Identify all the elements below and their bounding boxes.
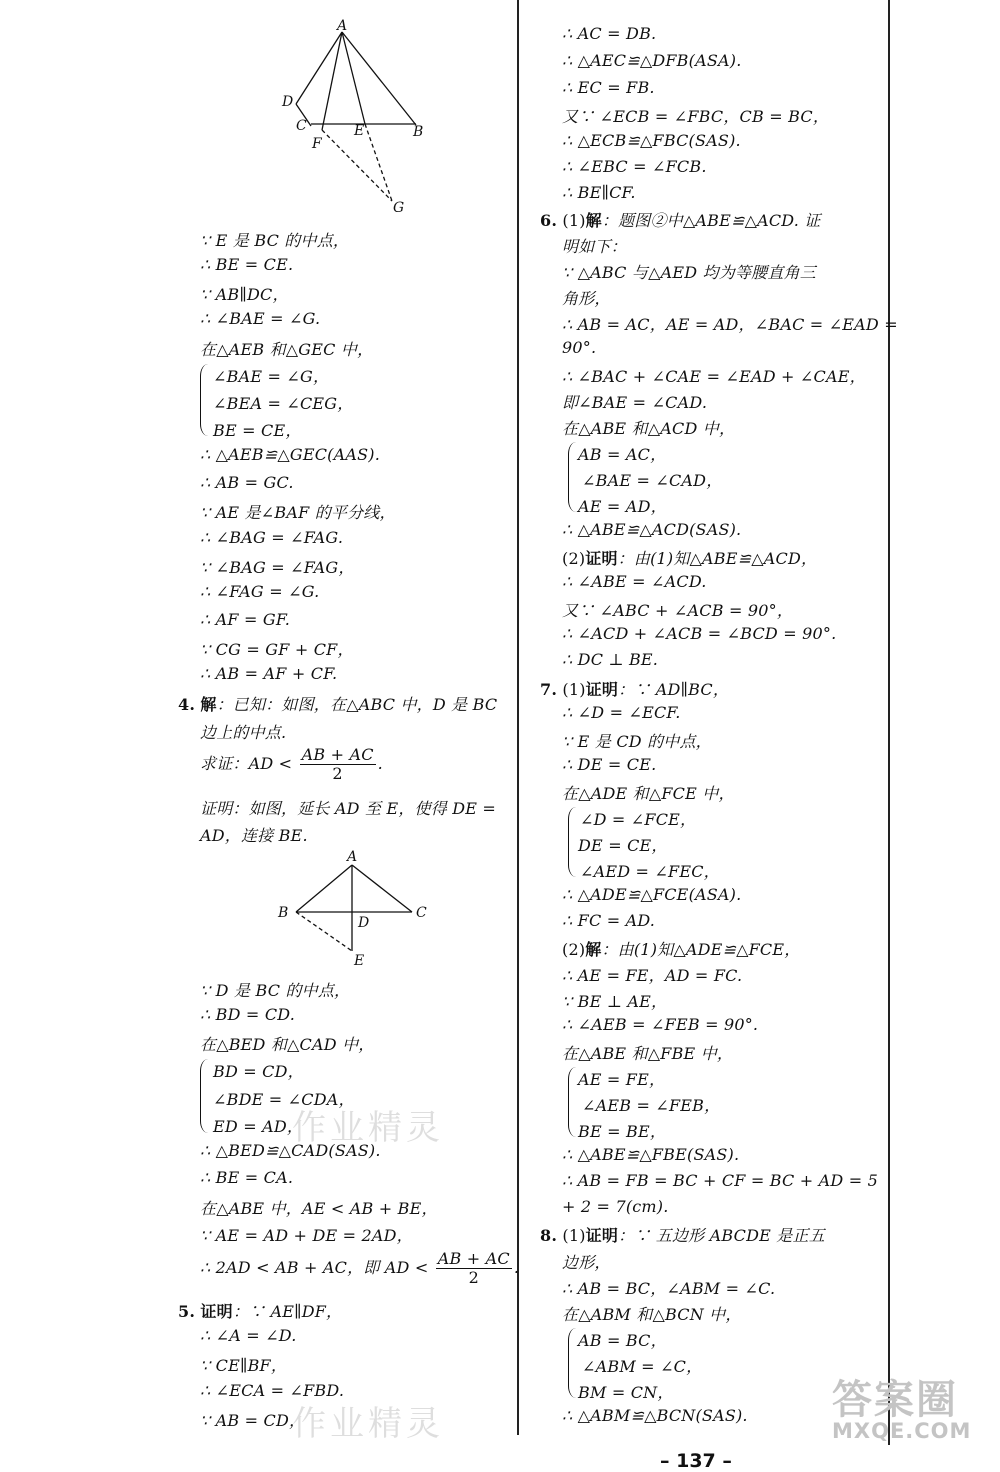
proof-line: ∴ ∠FAG = ∠G. <box>200 582 320 601</box>
fig1-label-F: F <box>312 136 322 152</box>
problem-4-proof-line-1: 证明：如图，延长 AD 至 E，使得 DE = <box>200 799 497 818</box>
brace1-line-2: ∠BEA = ∠CEG， <box>213 394 354 413</box>
brace3-line-1: AB = AC， <box>578 445 667 464</box>
proof-line: ∴ ∠ACD + ∠ACB = ∠BCD = 90°. <box>562 624 837 643</box>
proof-line: ∴ FC = AD. <box>562 911 656 930</box>
brace5-line-1: AE = FE， <box>578 1070 666 1089</box>
proof-line: ∵ E 是 BC 的中点， <box>200 231 350 250</box>
proof-line: ∴ AE = FE，AD = FC. <box>562 966 743 985</box>
problem-4-line-1: 4. 解：已知：如图，在△ABC 中，D 是 BC <box>178 695 498 714</box>
fig1-label-C: C <box>296 118 307 134</box>
proof-line: ∴ BD = CD. <box>200 1005 296 1024</box>
fig2-label-A: A <box>347 849 358 865</box>
problem-8-line-1: 8. (1)证明：∵ 五边形 ABCDE 是正五 <box>540 1226 825 1245</box>
proof-line: ∵ CE∥BF， <box>200 1356 288 1375</box>
fig2-label-E: E <box>354 953 365 969</box>
fig1-label-A: A <box>337 18 348 34</box>
corner-watermark-url: MXQE.COM <box>832 1419 972 1443</box>
fig2-label-D: D <box>358 915 370 931</box>
brace1-line-1: ∠BAE = ∠G， <box>213 367 330 386</box>
problem-7-line-1: 7. (1)证明：∵ AD∥BC， <box>540 680 730 699</box>
proof-line: 在△ABM 和△BCN 中， <box>562 1305 742 1324</box>
proof-line: ∴ AB = GC. <box>200 473 294 492</box>
proof-line: ∴ △BED≌△CAD(SAS). <box>200 1141 381 1160</box>
brace2-line-2: ∠BDE = ∠CDA， <box>213 1090 355 1109</box>
problem-4-number: 4. <box>178 695 196 714</box>
corner-watermark-logo: 答案圈 <box>832 1377 958 1423</box>
problem-6-label: 解 <box>585 211 602 230</box>
proof-line: ∴ BE∥CF. <box>562 183 636 202</box>
proof-line: ∴ AF = GF. <box>200 610 290 629</box>
proof-line: ∴ △AEB≌△GEC(AAS). <box>200 445 381 464</box>
proof-line: 在△AEB 和△GEC 中， <box>200 340 374 359</box>
problem-6-line-5: ∴ AB = AC，AE = AD，∠BAC = ∠EAD = <box>562 315 898 334</box>
proof-line: 又∵ ∠ABC + ∠ACB = 90°， <box>562 601 794 620</box>
brace5-line-3: BE = BE， <box>578 1122 667 1141</box>
figure-2-diagram <box>270 845 440 970</box>
proof-line: ∴ DC ⊥ BE. <box>562 650 659 669</box>
brace2-line-1: BD = CD， <box>213 1062 304 1081</box>
proof-line: ∵ AE = AD + DE = 2AD， <box>200 1226 413 1245</box>
proof-line: ∴ △ABM≌△BCN(SAS). <box>562 1406 748 1425</box>
proof-line: ∴ ∠ECA = ∠FBD. <box>200 1381 345 1400</box>
problem-6-line-7: ∴ ∠BAC + ∠CAE = ∠EAD + ∠CAE， <box>562 367 866 386</box>
problem-6-part-2-label: 证明 <box>585 549 618 568</box>
brace4-line-3: ∠AED = ∠FEC， <box>580 862 720 881</box>
proof-line: ∵ AE 是∠BAF 的平分线， <box>200 503 396 522</box>
figure-1-diagram <box>270 18 450 218</box>
brace6-line-2: ∠ABM = ∠C， <box>582 1357 703 1376</box>
proof-line: ∴ DE = CE. <box>562 755 657 774</box>
problem-5-number: 5. <box>178 1302 196 1321</box>
problem-6-line-1: 6. (1)解：题图②中△ABE≌△ACD. 证 <box>540 211 821 230</box>
brace6-line-3: BM = CN， <box>578 1383 674 1402</box>
problem-8-label: 证明 <box>585 1226 619 1245</box>
column-divider <box>517 0 519 1435</box>
problem-6-line-8: 即∠BAE = ∠CAD. <box>562 393 708 412</box>
proof-line: ∴ △AEC≌△DFB(ASA). <box>562 51 742 70</box>
corner-watermark <box>832 1368 971 1443</box>
proof-line: 在△ADE 和△FCE 中， <box>562 784 735 803</box>
proof-line: ∵ ∠BAG = ∠FAG， <box>200 558 355 577</box>
brace4-line-1: ∠D = ∠FCE， <box>580 810 697 829</box>
brace1-line-3: BE = CE， <box>213 421 302 440</box>
proof-line: ∴ BE = CA. <box>200 1168 294 1187</box>
problem-7-label: 证明 <box>585 680 619 699</box>
page-number: – 137 – <box>660 1450 732 1472</box>
proof-line: ∴ ∠BAE = ∠G. <box>200 309 321 328</box>
problem-6-line-4: 角形， <box>562 289 611 308</box>
problem-6-number: 6. <box>540 211 558 230</box>
problem-6-line-3: ∵ △ABC 与△AED 均为等腰直角三 <box>562 263 816 282</box>
problem-8-line-2: 边形， <box>562 1253 611 1272</box>
proof-line: ∵ BE ⊥ AE， <box>562 992 668 1011</box>
problem-8-number: 8. <box>540 1226 558 1245</box>
proof-line: ∵ CG = GF + CF， <box>200 640 354 659</box>
problem-4-qiuzheng: 求证：AD < $\frac{AB + AC}{2}$ . <box>200 745 383 783</box>
proof-line: ∴ △ABE≌△FBE(SAS). <box>562 1145 740 1164</box>
fraction-ab-plus-ac-over-2: $\frac{AB + AC}{2}$ <box>301 745 374 783</box>
left-brace-2 <box>200 1059 211 1133</box>
proof-line: ∴ △ADE≌△FCE(ASA). <box>562 885 742 904</box>
proof-line: ∵ D 是 BC 的中点， <box>200 981 351 1000</box>
fig2-label-C: C <box>416 905 427 921</box>
problem-4-label: 解 <box>200 695 217 714</box>
proof-line: ∴ AB = BC，∠ABM = ∠C. <box>562 1279 776 1298</box>
fig1-label-B: B <box>413 124 424 140</box>
problem-5-line-1: 5. 证明：∵ AE∥DF， <box>178 1302 343 1321</box>
proof-line: 在△ABE 中，AE < AB + BE， <box>200 1199 438 1218</box>
fig1-label-D: D <box>282 94 294 110</box>
problem-7-number: 7. <box>540 680 558 699</box>
proof-line: ∵ AB = CD， <box>200 1411 306 1430</box>
brace3-line-2: ∠BAE = ∠CAD， <box>582 471 723 490</box>
left-brace-1 <box>200 364 211 436</box>
proof-line: ∴ ∠A = ∠D. <box>200 1326 297 1345</box>
brace4-line-2: DE = CE， <box>578 836 668 855</box>
proof-line: 又∵ ∠ECB = ∠FBC，CB = BC， <box>562 107 830 126</box>
brace2-line-3: ED = AD， <box>213 1117 304 1136</box>
proof-line: 在△ABE 和△FBE 中， <box>562 1044 734 1063</box>
fig1-label-E: E <box>354 123 365 139</box>
right-border-rule <box>888 0 890 1445</box>
problem-4-proof-line-2: AD，连接 BE. <box>200 826 308 845</box>
proof-line: ∴ BE = CE. <box>200 255 294 274</box>
proof-line: ∴ EC = FB. <box>562 78 655 97</box>
problem-4-conclusion: ∴ 2AD < AB + AC，即 AD < $\frac{AB + AC}{2}$ . <box>200 1249 520 1287</box>
problem-6-line-2: 明如下： <box>562 237 627 256</box>
problem-6-part-2: (2)证明：由(1)知△ABE≌△ACD， <box>562 549 818 568</box>
watermark-middle: 作业精灵 <box>292 1108 444 1148</box>
proof-line: ∴ ∠ABE = ∠ACD. <box>562 572 707 591</box>
fig2-label-B: B <box>278 905 289 921</box>
proof-line: ∴ △ABE≌△ACD(SAS). <box>562 520 742 539</box>
proof-line: ∴ ∠EBC = ∠FCB. <box>562 157 707 176</box>
proof-line: ∵ AB∥DC， <box>200 285 289 304</box>
problem-7-part-2-label: 解 <box>585 940 602 959</box>
proof-line: ∴ △ECB≌△FBC(SAS). <box>562 131 741 150</box>
proof-line: ∵ E 是 CD 的中点， <box>562 732 712 751</box>
proof-line: 在△BED 和△CAD 中， <box>200 1035 375 1054</box>
watermark-bottom: 作业精灵 <box>292 1404 444 1444</box>
fraction-ab-plus-ac-over-2-b: $\frac{AB + AC}{2}$ <box>437 1249 510 1287</box>
problem-5-label: 证明 <box>200 1302 233 1321</box>
problem-6-line-6: 90°. <box>562 338 597 357</box>
proof-line: ∴ AB = AF + CF. <box>200 664 338 683</box>
brace5-line-2: ∠AEB = ∠FEB， <box>582 1096 721 1115</box>
proof-line: ∴ AC = DB. <box>562 24 657 43</box>
proof-line: ∴ ∠BAG = ∠FAG. <box>200 528 344 547</box>
fig1-label-G: G <box>393 200 405 216</box>
problem-6-line-9: 在△ABE 和△ACD 中， <box>562 419 736 438</box>
problem-4-line-2: 边上的中点. <box>200 723 287 742</box>
proof-line: ∴ AB = FB = BC + CF = BC + AD = 5 <box>562 1171 879 1190</box>
brace6-line-1: AB = BC， <box>578 1331 667 1350</box>
proof-line: + 2 = 7(cm). <box>562 1197 669 1216</box>
problem-7-part-2: (2)解：由(1)知△ADE≌△FCE， <box>562 940 801 959</box>
proof-line: ∴ ∠AEB = ∠FEB = 90°. <box>562 1015 759 1034</box>
proof-line: ∴ ∠D = ∠ECF. <box>562 703 681 722</box>
brace3-line-3: AE = AD， <box>578 497 667 516</box>
